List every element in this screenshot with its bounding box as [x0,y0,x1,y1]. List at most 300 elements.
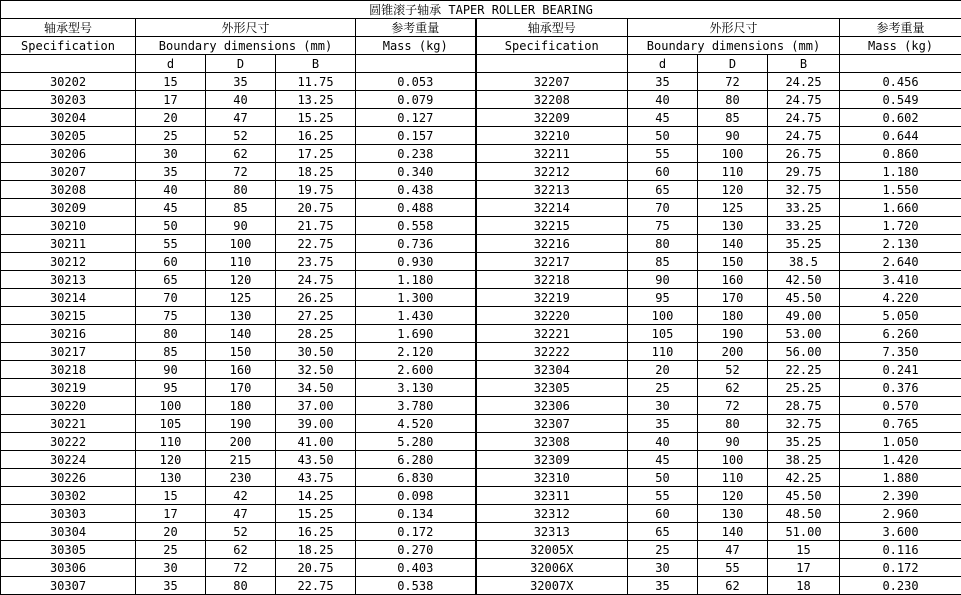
cell-left-d: 25 [136,541,206,559]
cell-left-B: 19.75 [276,181,356,199]
cell-left-d: 25 [136,127,206,145]
cell-left-d: 50 [136,217,206,235]
cell-right-d: 105 [628,325,698,343]
table-row [1,91,961,109]
cell-left-D: 140 [206,325,276,343]
cell-left-model: 30216 [1,325,136,343]
cell-left-mass: 3.780 [356,397,476,415]
cell-right-model: 32006X [476,559,628,577]
cell-right-mass: 1.880 [840,469,961,487]
cell-right-model: 32209 [476,109,628,127]
cell-left-B: 18.25 [276,163,356,181]
header-dims-en-right: Boundary dimensions (mm) [628,37,840,55]
cell-left-D: 85 [206,199,276,217]
cell-right-mass: 0.116 [840,541,961,559]
table-row [1,73,961,91]
cell-left-model: 30210 [1,217,136,235]
cell-left-model: 30307 [1,577,136,595]
table-row [1,559,961,577]
cell-left-B: 11.75 [276,73,356,91]
table-row [1,307,961,325]
cell-right-mass: 2.130 [840,235,961,253]
table-row [1,253,961,271]
cell-left-D: 130 [206,307,276,325]
cell-right-d: 90 [628,271,698,289]
cell-left-model: 30222 [1,433,136,451]
cell-left-B: 34.50 [276,379,356,397]
cell-left-d: 30 [136,559,206,577]
cell-right-model: 32306 [476,397,628,415]
table-row [1,109,961,127]
cell-right-d: 100 [628,307,698,325]
cell-right-D: 80 [698,91,768,109]
cell-right-B: 32.75 [768,415,840,433]
cell-right-mass: 0.765 [840,415,961,433]
cell-left-mass: 0.340 [356,163,476,181]
cell-right-model: 32216 [476,235,628,253]
cell-right-model: 32221 [476,325,628,343]
header-model-cn: 轴承型号 [1,19,136,37]
cell-right-D: 120 [698,487,768,505]
cell-left-model: 30224 [1,451,136,469]
table-row [1,289,961,307]
cell-right-model: 32007X [476,577,628,595]
cell-right-d: 45 [628,109,698,127]
cell-left-d: 120 [136,451,206,469]
cell-right-D: 130 [698,217,768,235]
cell-right-B: 28.75 [768,397,840,415]
cell-right-B: 24.75 [768,91,840,109]
cell-left-B: 15.25 [276,109,356,127]
header-B: B [276,55,356,73]
cell-left-d: 70 [136,289,206,307]
cell-right-B: 42.25 [768,469,840,487]
cell-right-d: 50 [628,127,698,145]
cell-right-d: 40 [628,91,698,109]
cell-right-D: 140 [698,523,768,541]
cell-left-model: 30212 [1,253,136,271]
cell-right-model: 32219 [476,289,628,307]
cell-right-mass: 1.420 [840,451,961,469]
cell-left-d: 110 [136,433,206,451]
cell-left-mass: 5.280 [356,433,476,451]
cell-right-model: 32311 [476,487,628,505]
table-row [1,379,961,397]
cell-right-model: 32214 [476,199,628,217]
cell-right-model: 32304 [476,361,628,379]
cell-left-mass: 1.300 [356,289,476,307]
header-B-right: B [768,55,840,73]
cell-right-model: 32215 [476,217,628,235]
cell-left-mass: 0.134 [356,505,476,523]
cell-left-D: 190 [206,415,276,433]
cell-right-B: 45.50 [768,487,840,505]
cell-left-model: 30219 [1,379,136,397]
header-dims-en: Boundary dimensions (mm) [136,37,356,55]
cell-left-D: 52 [206,127,276,145]
cell-left-B: 24.75 [276,271,356,289]
cell-right-B: 48.50 [768,505,840,523]
cell-left-B: 14.25 [276,487,356,505]
cell-left-D: 200 [206,433,276,451]
cell-left-B: 30.50 [276,343,356,361]
cell-right-mass: 2.390 [840,487,961,505]
table-row [1,181,961,199]
header-d-right: d [628,55,698,73]
cell-left-d: 17 [136,91,206,109]
cell-left-D: 100 [206,235,276,253]
cell-left-model: 30204 [1,109,136,127]
cell-left-mass: 0.538 [356,577,476,595]
cell-left-B: 13.25 [276,91,356,109]
cell-left-model: 30220 [1,397,136,415]
cell-right-D: 125 [698,199,768,217]
cell-right-D: 180 [698,307,768,325]
cell-left-d: 65 [136,271,206,289]
cell-left-mass: 4.520 [356,415,476,433]
cell-left-D: 180 [206,397,276,415]
cell-right-mass: 6.260 [840,325,961,343]
header-empty [356,55,476,73]
cell-right-model: 32213 [476,181,628,199]
cell-right-model: 32220 [476,307,628,325]
cell-right-D: 62 [698,379,768,397]
cell-right-d: 25 [628,379,698,397]
table-row [1,271,961,289]
cell-right-D: 200 [698,343,768,361]
cell-left-mass: 1.180 [356,271,476,289]
cell-right-D: 80 [698,415,768,433]
cell-left-mass: 0.736 [356,235,476,253]
table-row [1,505,961,523]
cell-right-B: 24.75 [768,127,840,145]
cell-left-d: 80 [136,325,206,343]
cell-left-mass: 2.600 [356,361,476,379]
cell-right-d: 55 [628,145,698,163]
cell-left-D: 72 [206,163,276,181]
cell-left-mass: 0.157 [356,127,476,145]
table-row [1,433,961,451]
cell-right-mass: 0.456 [840,73,961,91]
cell-right-mass: 2.640 [840,253,961,271]
cell-left-model: 30214 [1,289,136,307]
cell-right-model: 32208 [476,91,628,109]
cell-right-model: 32222 [476,343,628,361]
cell-right-D: 90 [698,127,768,145]
header-model-en: Specification [1,37,136,55]
cell-left-mass: 0.488 [356,199,476,217]
cell-right-d: 65 [628,523,698,541]
cell-right-model: 32312 [476,505,628,523]
table-row [1,541,961,559]
cell-right-d: 35 [628,577,698,595]
cell-right-model: 32310 [476,469,628,487]
cell-right-mass: 0.860 [840,145,961,163]
cell-left-d: 75 [136,307,206,325]
cell-left-B: 28.25 [276,325,356,343]
cell-left-B: 43.75 [276,469,356,487]
cell-right-d: 40 [628,433,698,451]
cell-left-d: 100 [136,397,206,415]
table-row [1,487,961,505]
cell-right-model: 32218 [476,271,628,289]
cell-left-model: 30207 [1,163,136,181]
cell-left-D: 120 [206,271,276,289]
cell-left-B: 22.75 [276,577,356,595]
cell-right-D: 72 [698,73,768,91]
cell-right-B: 26.75 [768,145,840,163]
cell-right-B: 33.25 [768,217,840,235]
cell-right-mass: 2.960 [840,505,961,523]
cell-right-D: 140 [698,235,768,253]
cell-right-B: 51.00 [768,523,840,541]
cell-left-model: 30226 [1,469,136,487]
cell-left-B: 43.50 [276,451,356,469]
data-rows [1,73,961,595]
cell-right-d: 30 [628,397,698,415]
cell-right-d: 55 [628,487,698,505]
cell-left-d: 95 [136,379,206,397]
cell-left-D: 125 [206,289,276,307]
cell-right-D: 110 [698,469,768,487]
cell-right-model: 32313 [476,523,628,541]
table-row [1,469,961,487]
cell-right-D: 100 [698,145,768,163]
cell-right-d: 35 [628,415,698,433]
cell-right-mass: 1.050 [840,433,961,451]
table-row [1,235,961,253]
cell-left-d: 45 [136,199,206,217]
header-empty [840,55,961,73]
cell-right-mass: 0.549 [840,91,961,109]
cell-right-mass: 0.230 [840,577,961,595]
cell-right-d: 80 [628,235,698,253]
cell-left-mass: 0.403 [356,559,476,577]
cell-left-model: 30209 [1,199,136,217]
cell-left-D: 110 [206,253,276,271]
table-row [1,415,961,433]
cell-right-d: 75 [628,217,698,235]
cell-right-mass: 1.550 [840,181,961,199]
cell-right-B: 45.50 [768,289,840,307]
cell-left-B: 21.75 [276,217,356,235]
cell-right-D: 90 [698,433,768,451]
cell-right-B: 38.25 [768,451,840,469]
cell-right-mass: 0.602 [840,109,961,127]
header-mass-en: Mass (kg) [356,37,476,55]
cell-left-D: 62 [206,541,276,559]
cell-left-mass: 1.690 [356,325,476,343]
cell-right-B: 15 [768,541,840,559]
cell-left-D: 170 [206,379,276,397]
cell-right-B: 17 [768,559,840,577]
cell-right-d: 25 [628,541,698,559]
cell-left-d: 85 [136,343,206,361]
table-row [1,199,961,217]
header-dims-cn-right: 外形尺寸 [628,19,840,37]
cell-right-d: 50 [628,469,698,487]
cell-right-d: 20 [628,361,698,379]
cell-right-D: 100 [698,451,768,469]
cell-left-B: 27.25 [276,307,356,325]
cell-right-model: 32005X [476,541,628,559]
cell-left-model: 30221 [1,415,136,433]
cell-right-d: 95 [628,289,698,307]
cell-right-B: 24.75 [768,109,840,127]
cell-left-model: 30206 [1,145,136,163]
cell-right-model: 32309 [476,451,628,469]
header-d: d [136,55,206,73]
cell-left-model: 30213 [1,271,136,289]
cell-right-B: 29.75 [768,163,840,181]
cell-left-d: 15 [136,73,206,91]
cell-right-d: 45 [628,451,698,469]
cell-right-B: 38.5 [768,253,840,271]
cell-left-B: 37.00 [276,397,356,415]
cell-right-mass: 1.720 [840,217,961,235]
cell-left-d: 35 [136,577,206,595]
cell-left-D: 80 [206,577,276,595]
cell-left-d: 40 [136,181,206,199]
cell-left-mass: 0.438 [356,181,476,199]
cell-right-B: 32.75 [768,181,840,199]
cell-left-mass: 0.053 [356,73,476,91]
cell-left-B: 20.75 [276,559,356,577]
cell-right-d: 85 [628,253,698,271]
cell-left-model: 30205 [1,127,136,145]
cell-right-D: 85 [698,109,768,127]
cell-right-B: 33.25 [768,199,840,217]
cell-left-mass: 6.830 [356,469,476,487]
header-D-right: D [698,55,768,73]
header-mass-cn-right: 参考重量 [840,19,961,37]
cell-left-mass: 0.127 [356,109,476,127]
cell-right-mass: 7.350 [840,343,961,361]
cell-left-mass: 0.270 [356,541,476,559]
cell-right-D: 130 [698,505,768,523]
cell-right-model: 32308 [476,433,628,451]
cell-left-D: 62 [206,145,276,163]
cell-right-mass: 0.172 [840,559,961,577]
cell-left-mass: 6.280 [356,451,476,469]
table-row [1,397,961,415]
cell-right-B: 24.25 [768,73,840,91]
cell-right-mass: 1.180 [840,163,961,181]
cell-left-D: 72 [206,559,276,577]
cell-right-D: 120 [698,181,768,199]
cell-right-B: 42.50 [768,271,840,289]
cell-right-mass: 3.600 [840,523,961,541]
cell-right-D: 160 [698,271,768,289]
cell-left-D: 230 [206,469,276,487]
header-empty [1,55,136,73]
cell-right-d: 110 [628,343,698,361]
cell-left-model: 30302 [1,487,136,505]
cell-right-B: 22.25 [768,361,840,379]
header-dims-cn: 外形尺寸 [136,19,356,37]
cell-right-D: 72 [698,397,768,415]
cell-left-D: 52 [206,523,276,541]
table-row [1,325,961,343]
table-row [1,145,961,163]
cell-left-mass: 0.098 [356,487,476,505]
cell-left-B: 20.75 [276,199,356,217]
cell-right-D: 55 [698,559,768,577]
cell-right-D: 190 [698,325,768,343]
cell-left-D: 40 [206,91,276,109]
cell-left-D: 42 [206,487,276,505]
cell-left-d: 130 [136,469,206,487]
cell-right-D: 52 [698,361,768,379]
table-row [1,523,961,541]
cell-left-d: 15 [136,487,206,505]
table-row [1,217,961,235]
cell-right-mass: 0.376 [840,379,961,397]
cell-left-model: 30202 [1,73,136,91]
cell-left-D: 160 [206,361,276,379]
cell-right-B: 25.25 [768,379,840,397]
cell-right-model: 32211 [476,145,628,163]
cell-right-B: 18 [768,577,840,595]
cell-left-mass: 0.930 [356,253,476,271]
cell-left-model: 30304 [1,523,136,541]
cell-left-d: 20 [136,523,206,541]
cell-left-model: 30203 [1,91,136,109]
cell-right-model: 32217 [476,253,628,271]
cell-right-B: 35.25 [768,433,840,451]
cell-left-mass: 0.558 [356,217,476,235]
cell-left-mass: 0.238 [356,145,476,163]
cell-left-D: 80 [206,181,276,199]
table-row [1,451,961,469]
cell-left-B: 26.25 [276,289,356,307]
cell-right-D: 47 [698,541,768,559]
cell-left-B: 15.25 [276,505,356,523]
cell-left-model: 30218 [1,361,136,379]
table-title: 圆锥滚子轴承 TAPER ROLLER BEARING [1,1,961,19]
cell-right-mass: 0.644 [840,127,961,145]
cell-left-d: 90 [136,361,206,379]
cell-left-D: 47 [206,505,276,523]
cell-left-model: 30217 [1,343,136,361]
cell-left-d: 60 [136,253,206,271]
cell-right-mass: 0.241 [840,361,961,379]
cell-right-mass: 3.410 [840,271,961,289]
cell-left-mass: 1.430 [356,307,476,325]
cell-right-model: 32305 [476,379,628,397]
table-row [1,163,961,181]
cell-right-d: 70 [628,199,698,217]
cell-left-d: 17 [136,505,206,523]
cell-right-B: 53.00 [768,325,840,343]
cell-left-d: 20 [136,109,206,127]
cell-left-d: 55 [136,235,206,253]
cell-left-B: 16.25 [276,523,356,541]
cell-left-D: 35 [206,73,276,91]
cell-left-model: 30211 [1,235,136,253]
cell-left-B: 17.25 [276,145,356,163]
cell-left-B: 23.75 [276,253,356,271]
cell-left-d: 30 [136,145,206,163]
cell-left-mass: 2.120 [356,343,476,361]
cell-right-D: 110 [698,163,768,181]
table-row [1,577,961,595]
cell-left-model: 30303 [1,505,136,523]
cell-left-d: 35 [136,163,206,181]
header-D: D [206,55,276,73]
cell-left-D: 90 [206,217,276,235]
cell-right-d: 65 [628,181,698,199]
